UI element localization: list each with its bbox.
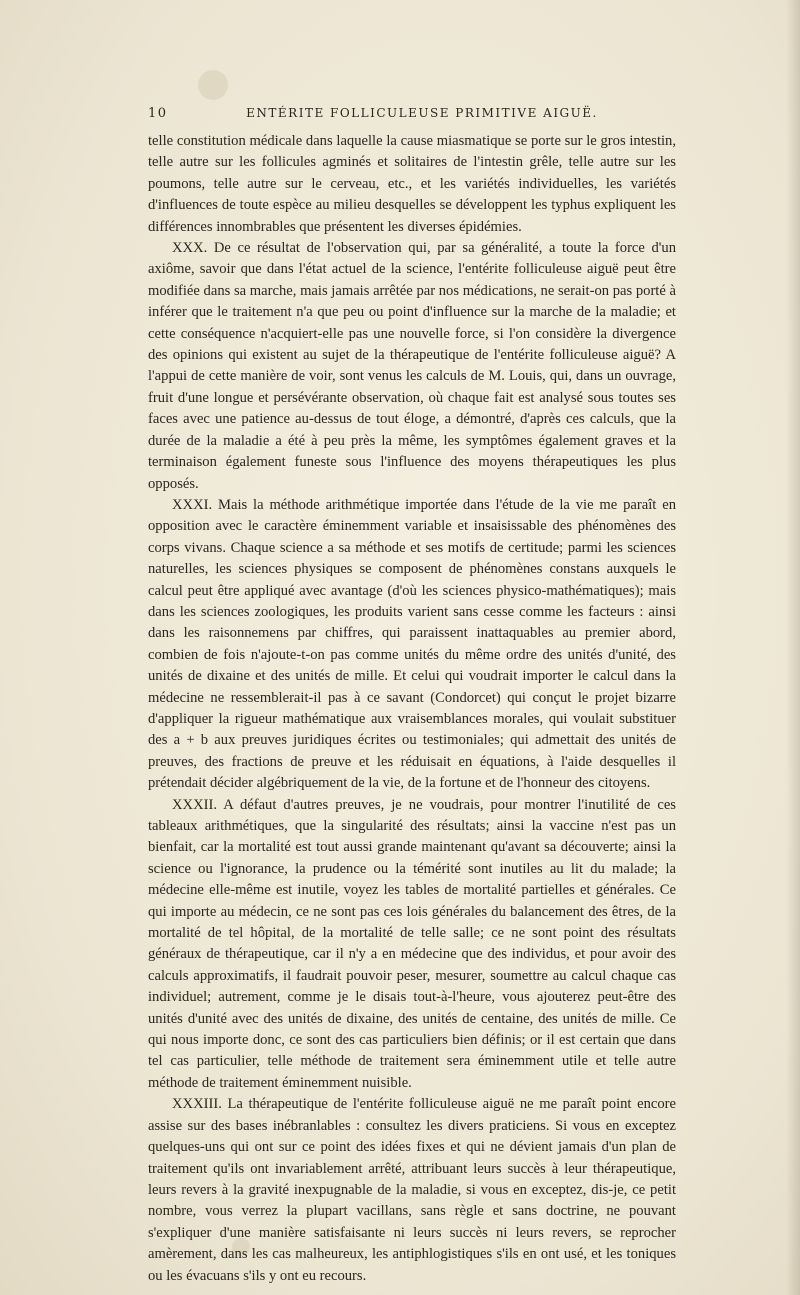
paragraph-continuation: telle constitution médicale dans laquelle la cause miasmatique se porte sur le gros intestin, telle autre sur les follicules agminés et solitaires de l'intestin grêle, telle autre sur les poumons, telle autre sur le cerveau, etc., et les variétés individuelles, les variétés d'influences de toute espèce au milieu desquelles se développent les typhus expliquent les différences innombrables que présentent les diverses épidémies. (148, 133, 676, 235)
paragraph-xxx: XXX. De ce résultat de l'observation qui, par sa généralité, a toute la force d'un axiôme, savoir que dans l'état actuel de la science, l'entérite folliculeuse aiguë peut être modifiée dans sa marche, mais jamais arrêtée par nos médications, ne serait-on pas porté à inférer que le traitement n'a que peu ou point d'influence sur la marche de la maladie; et cette conséquence n'acquiert-elle pas une nouvelle force, si l'on considère la divergence des opinions qui existent au sujet de la thérapeutique de l'entérite folliculeuse aiguë? A l'appui de cette manière de voir, sont venus les calculs de M. Louis, qui, dans un ouvrage, fruit d'une longue et persévérante observation, où chaque fait est analysé sous toutes ses faces avec une patience au-dessus de tout éloge, a démontré, d'après ces calculs, que la durée de la maladie a été à peu près la même, les symptômes également graves et la terminaison également funeste sous l'influence des moyens thérapeutiques les plus opposés. (148, 240, 676, 492)
running-title: ENTÉRITE FOLLICULEUSE PRIMITIVE AIGUË. (246, 106, 598, 120)
paragraph-xxxii: XXXII. A défaut d'autres preuves, je ne voudrais, pour montrer l'inutilité de ces tableaux arithmétiques, que la singularité des résultats; ainsi la vaccine n'est pas un bienfait, car la mortalité est tout aussi grande maintenant qu'avant sa découverte; ainsi la science ou l'ignorance, la prudence ou la témérité sont inutiles au lit du malade; la médecine elle-même est inutile, voyez les tables de mortalité partielles et générales. Ce qui importe au médecin, ce ne sont pas ces lois générales du balancement des êtres, de la mortalité de tel hôpital, de la mortalité de telle salle; ce ne sont point des résultats généraux de thérapeutique, car il n'y a en médecine que des individus, et pour avoir des calculs approximatifs, il faudrait pouvoir peser, mesurer, soumettre au calcul chaque cas individuel; autrement, comme je le disais tout-à-l'heure, vous ajouterez peut-être des unités d'unité avec des unités de dixaine, des unités de centaine, des unités de mille. Ce qui nous importe donc, ce sont des cas particuliers bien définis; or il est certain que dans tel cas particulier, telle méthode de traitement sera éminemment utile et telle autre méthode de traitement éminemment nuisible. (148, 796, 676, 1091)
paragraph-xxxiii: XXXIII. La thérapeutique de l'entérite folliculeuse aiguë ne me paraît point encore assise sur des bases inébranlables : consultez les divers praticiens. Si vous en exceptez quelques-uns qui ont sur ce point des idées fixes et qui ne dévient jamais d'un plan de traitement qu'ils ont invariablement arrêté, attribuant leurs succès à leur thérapeutique, leurs revers à la gravité inexpugnable de la maladie, si vous en exceptez, dis-je, ce petit nombre, vous verrez la plupart vacillans, sans règle et sans doctrine, ne pouvant s'expliquer d'une manière satisfaisante ni leurs succès ni leurs revers, se reprocher amèrement, dans les cas malheureux, les antiphlogistiques s'ils en ont usé, et les toniques ou les évacuans s'ils y ont eu recours. (148, 1096, 676, 1284)
body-text (148, 131, 676, 1287)
page-edge-shadow (786, 0, 800, 1295)
page-number: 10 (148, 106, 168, 121)
paragraph-xxxi: XXXI. Mais la méthode arithmétique importée dans l'étude de la vie me paraît en opposition avec le caractère éminemment variable et insaisissable des phénomènes des corps vivans. Chaque science a sa méthode et ses motifs de certitude; parmi les sciences naturelles, les sciences physiques se composent de phénomènes constans auxquels le calcul peut être appliqué avec avantage (d'où les sciences physico-mathématiques); mais dans les sciences zoologiques, les produits varient sans cesse comme les facteurs : ainsi dans les raisonnemens par chiffres, qui paraissent inattaquables au premier abord, combien de fois n'ajoute-t-on pas comme unités du même ordre des unités d'unité, des unités de dixaine et des unités de mille. Et celui qui voudrait importer le calcul dans la médecine ne ressemblerait-il pas à ce savant (Condorcet) qui conçut le projet bizarre d'appliquer la rigueur mathématique aux vraisemblances morales, qui voulait substituer des a + b aux preuves juridiques écrites ou testimoniales; qui admettait des unités de preuves, des fractions de preuve et les réduisait en équations, à l'aide desquelles il prétendait décider algébriquement de la vie, de la fortune et de l'honneur des citoyens. (148, 496, 676, 792)
ink-stain (198, 70, 228, 100)
page-header (148, 106, 676, 120)
